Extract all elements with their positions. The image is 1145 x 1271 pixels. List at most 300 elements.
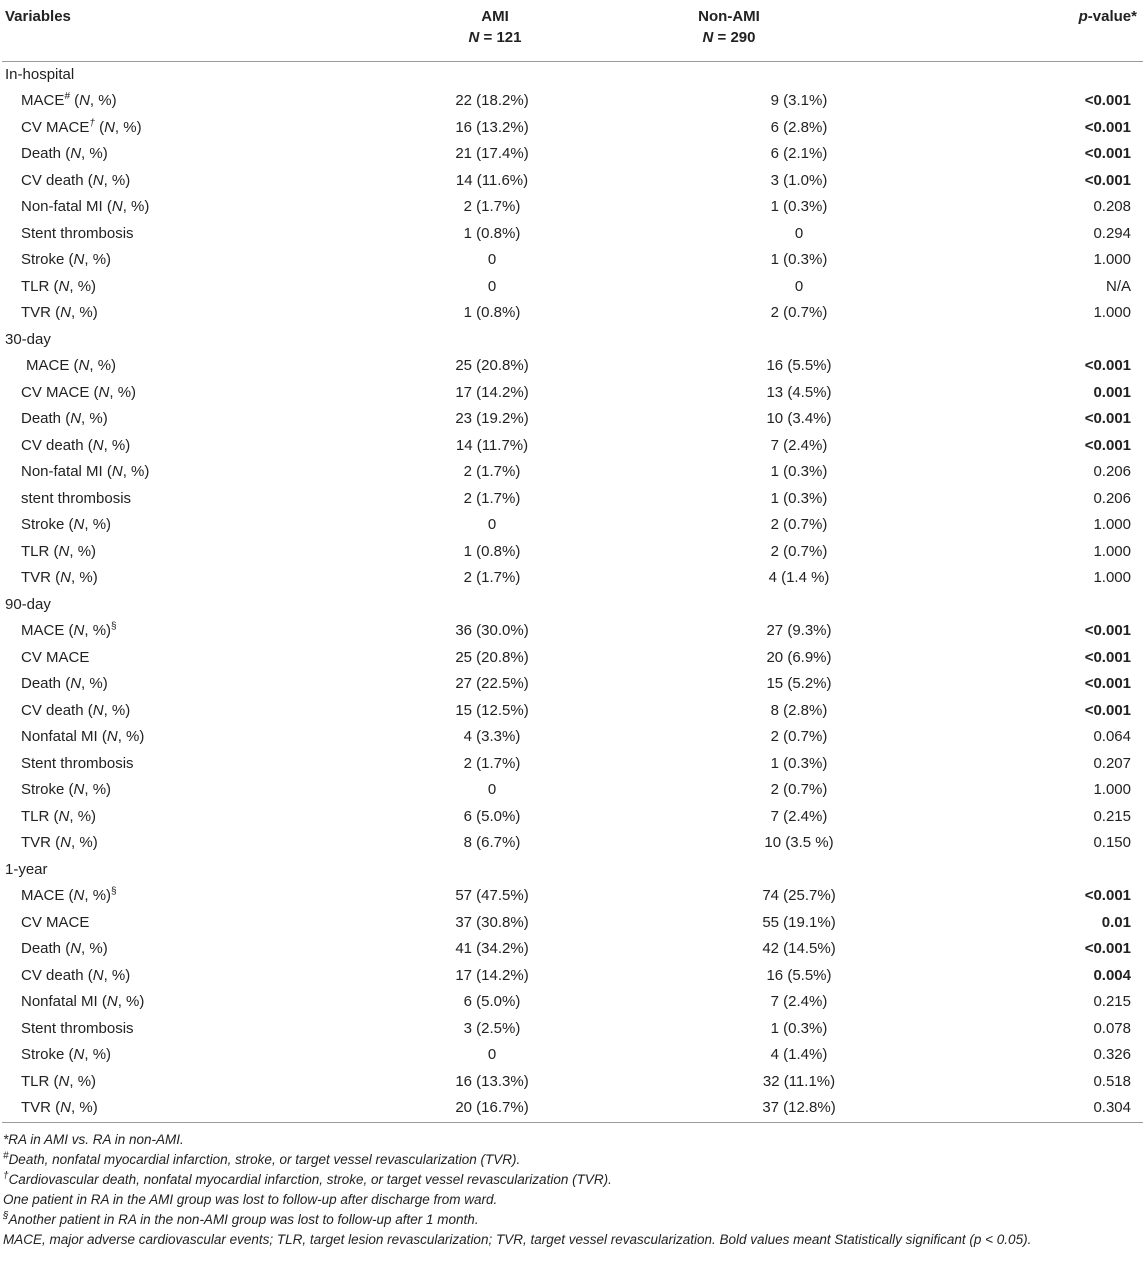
section-title: 90-day — [5, 595, 51, 613]
pvalue-cell: 0.206 — [1093, 463, 1131, 480]
variable-label: TLR — [21, 807, 50, 825]
variable-unit: (N, %) — [89, 383, 137, 401]
ami-cell — [302, 141, 572, 168]
variable-unit: (N, %) — [49, 1072, 97, 1090]
non-ami-cell — [572, 88, 942, 115]
non-ami-cell — [572, 353, 942, 380]
header-non-ami-n: N = 290 — [702, 29, 756, 46]
non-ami-value: 3 (1.0%) — [770, 171, 828, 189]
non-ami-cell — [572, 671, 942, 698]
non-ami-value: 1 (0.3%) — [770, 1019, 828, 1037]
variable-unit: (N, %) — [94, 118, 142, 136]
non-ami-cell — [572, 512, 942, 539]
table-row — [2, 115, 1143, 142]
ami-cell — [302, 168, 572, 195]
ami-cell — [302, 1016, 572, 1043]
variable-label: CV death — [21, 171, 84, 189]
non-ami-value: 42 (14.5%) — [762, 940, 836, 957]
variable-unit: (N, %) — [97, 993, 145, 1010]
non-ami-value: 2 (0.7%) — [770, 781, 828, 798]
table-row — [2, 883, 1143, 910]
table-row — [2, 1016, 1143, 1043]
table-row — [2, 565, 1143, 592]
variable-cell — [2, 1069, 302, 1096]
variable-label: MACE — [21, 622, 65, 639]
ami-value: 1 (0.8%) — [463, 224, 521, 242]
variable-cell — [2, 247, 302, 274]
variable-label: CV death — [21, 436, 84, 454]
variable-label: Stroke — [21, 1046, 65, 1063]
variable-cell — [2, 168, 302, 195]
non-ami-cell — [572, 883, 942, 910]
variable-cell — [2, 698, 302, 725]
variable-unit: (N, %) — [83, 436, 131, 454]
non-ami-cell — [572, 910, 942, 937]
ami-cell — [302, 486, 572, 513]
variable-label: stent thrombosis — [21, 489, 132, 507]
ami-cell — [302, 671, 572, 698]
variable-cell — [2, 406, 302, 433]
variable-cell — [2, 194, 302, 221]
table-row — [2, 698, 1143, 725]
table-row — [2, 221, 1143, 248]
variable-unit: (N, %) — [69, 92, 117, 109]
table-row — [2, 910, 1143, 937]
variable-footnote-mark: † — [89, 117, 95, 129]
variable-unit: (N, %) — [83, 701, 131, 719]
footnote-text: Another patient in RA in the non-AMI group was lost to follow-up after 1 month. — [8, 1211, 479, 1227]
pvalue-cell: 0.004 — [1093, 966, 1131, 984]
table-row — [2, 539, 1143, 566]
variable-label: Stent thrombosis — [21, 1019, 134, 1037]
non-ami-value: 8 (2.8%) — [770, 701, 828, 719]
ami-value: 17 (14.2%) — [455, 383, 529, 401]
ami-value: 3 (2.5%) — [463, 1019, 521, 1037]
table-row — [2, 486, 1143, 513]
ami-value: 1 (0.8%) — [463, 542, 521, 560]
variable-cell — [2, 1042, 302, 1069]
ami-value: 2 (1.7%) — [463, 754, 521, 772]
ami-value: 22 (18.2%) — [455, 92, 529, 109]
table-row — [2, 645, 1143, 672]
ami-cell — [302, 353, 572, 380]
variable-cell — [2, 486, 302, 513]
variable-label: TLR — [21, 277, 50, 295]
non-ami-value: 1 (0.3%) — [770, 463, 828, 480]
section-title: 1-year — [5, 860, 48, 878]
footnote-mark: † — [3, 1170, 9, 1181]
pvalue-cell: <0.001 — [1084, 675, 1131, 692]
section-title: In-hospital — [5, 65, 75, 83]
pvalue-cell: 0.001 — [1093, 383, 1131, 401]
footnote-text: One patient in RA in the AMI group was lost to follow-up after discharge from ward. — [3, 1191, 498, 1207]
table-row — [2, 353, 1143, 380]
pvalue-cell: <0.001 — [1084, 92, 1131, 109]
variable-cell — [2, 115, 302, 142]
variable-cell — [2, 433, 302, 460]
pvalue-cell: 1.000 — [1093, 542, 1131, 560]
table-row — [2, 141, 1143, 168]
variable-unit: (N, %) — [64, 887, 112, 904]
non-ami-cell — [572, 300, 942, 327]
footnote-line — [3, 1190, 1145, 1210]
pvalue-cell: <0.001 — [1084, 357, 1131, 374]
ami-value: 4 (3.3%) — [463, 728, 521, 745]
variable-cell — [2, 300, 302, 327]
section-title: 30-day — [5, 330, 51, 348]
non-ami-cell — [572, 1042, 942, 1069]
variable-label: Non-fatal MI — [21, 463, 103, 480]
ami-value: 0 — [487, 277, 497, 295]
variable-label: Stroke — [21, 781, 65, 798]
variable-unit: (N, %) — [64, 251, 112, 268]
non-ami-value: 6 (2.1%) — [770, 145, 828, 162]
ami-value: 25 (20.8%) — [455, 648, 529, 666]
variable-unit: (N, %) — [49, 277, 97, 295]
variable-label: TVR — [21, 304, 51, 321]
variable-label: CV MACE — [21, 383, 90, 401]
pvalue-cell: 0.326 — [1093, 1046, 1131, 1063]
pvalue-cell: <0.001 — [1084, 410, 1131, 427]
non-ami-cell — [572, 645, 942, 672]
pvalue-cell: <0.001 — [1084, 940, 1131, 957]
pvalue-cell: 0.518 — [1093, 1072, 1131, 1090]
variable-cell — [2, 618, 302, 645]
non-ami-cell — [572, 777, 942, 804]
table-header-row — [2, 0, 1143, 61]
ami-value: 21 (17.4%) — [455, 145, 529, 162]
variable-label: Death — [21, 410, 62, 427]
variable-cell — [2, 565, 302, 592]
table-row — [2, 724, 1143, 751]
footnote-text: Cardiovascular death, nonfatal myocardial infarction, stroke, or target vessel revascularization (TVR). — [8, 1171, 612, 1187]
non-ami-cell — [572, 221, 942, 248]
section-row — [2, 61, 1143, 88]
variable-cell — [2, 88, 302, 115]
variable-unit: (N, %) — [83, 171, 131, 189]
pvalue-cell: 0.078 — [1093, 1019, 1131, 1037]
pvalue-cell: <0.001 — [1084, 622, 1131, 639]
ami-cell — [302, 433, 572, 460]
ami-value: 1 (0.8%) — [463, 304, 521, 321]
variable-label: Stent thrombosis — [21, 754, 134, 772]
footnote-line — [3, 1150, 1145, 1170]
pvalue-cell: <0.001 — [1084, 887, 1131, 904]
variable-label: CV MACE — [21, 118, 90, 136]
pvalue-cell: <0.001 — [1084, 701, 1131, 719]
footnote-text: MACE, major adverse cardiovascular events; TLR, target lesion revascularization; TVR, target vessel revascularization. Bold values meant Statistically significant (p < 0.05). — [3, 1231, 1032, 1247]
non-ami-value: 1 (0.3%) — [770, 251, 828, 268]
variable-cell — [2, 724, 302, 751]
non-ami-value: 16 (5.5%) — [766, 357, 832, 374]
non-ami-cell — [572, 724, 942, 751]
variable-cell — [2, 936, 302, 963]
pvalue-cell: 1.000 — [1093, 569, 1131, 586]
variable-unit: (N, %) — [61, 410, 108, 427]
variable-unit: (N, %) — [61, 675, 108, 692]
non-ami-cell — [572, 698, 942, 725]
footnote-text: *RA in AMI vs. RA in non-AMI. — [3, 1131, 184, 1147]
header-ami-label: AMI — [481, 8, 509, 25]
ami-cell — [302, 247, 572, 274]
pvalue-cell: 0.207 — [1093, 754, 1131, 772]
non-ami-value: 15 (5.2%) — [766, 675, 832, 692]
variable-label: TVR — [21, 834, 51, 851]
non-ami-value: 20 (6.9%) — [766, 648, 832, 666]
footnote-line — [3, 1210, 1145, 1230]
pvalue-cell: N/A — [1105, 277, 1131, 295]
pvalue-cell: 0.064 — [1093, 728, 1131, 745]
variable-cell — [2, 539, 302, 566]
footnote-line — [3, 1170, 1145, 1190]
pvalue-cell: 0.304 — [942, 1095, 1143, 1122]
non-ami-cell — [572, 963, 942, 990]
ami-cell — [302, 300, 572, 327]
ami-cell — [302, 804, 572, 831]
ami-value: 25 (20.8%) — [455, 357, 529, 374]
variable-cell — [2, 830, 302, 857]
variable-label: CV death — [21, 966, 84, 984]
table-row — [2, 459, 1143, 486]
ami-value: 0 — [487, 1046, 497, 1063]
non-ami-cell — [572, 406, 942, 433]
non-ami-cell — [572, 804, 942, 831]
non-ami-cell — [572, 274, 942, 301]
ami-cell — [302, 989, 572, 1016]
ami-value: 14 (11.6%) — [455, 171, 529, 189]
header-ami — [302, 0, 572, 61]
footnote-line — [3, 1130, 1145, 1150]
variable-unit: (N, %) — [51, 834, 98, 851]
table-row — [2, 1069, 1143, 1096]
pvalue-cell: <0.001 — [1084, 436, 1131, 454]
table-row — [2, 300, 1143, 327]
ami-value: 16 (13.3%) — [455, 1072, 529, 1090]
section-row — [2, 592, 1143, 619]
table-row — [2, 830, 1143, 857]
variable-cell — [2, 1016, 302, 1043]
non-ami-value: 10 (3.5 %) — [764, 834, 834, 851]
non-ami-value: 55 (19.1%) — [762, 913, 836, 931]
table-row — [2, 804, 1143, 831]
header-variables: Variables — [2, 0, 302, 61]
ami-cell — [302, 1042, 572, 1069]
non-ami-cell — [572, 115, 942, 142]
variable-unit: (N, %) — [61, 940, 108, 957]
variable-cell — [2, 1095, 302, 1122]
variable-unit: (N, %) — [64, 781, 112, 798]
ami-value: 15 (12.5%) — [455, 701, 529, 719]
variable-label: CV death — [21, 701, 84, 719]
non-ami-cell — [572, 936, 942, 963]
variable-label: TVR — [21, 569, 51, 586]
variable-unit: (N, %) — [69, 357, 117, 374]
pvalue-cell: <0.001 — [1084, 171, 1131, 189]
ami-cell — [302, 883, 572, 910]
ami-value: 20 (16.7%) — [455, 1099, 529, 1116]
ami-cell — [302, 194, 572, 221]
header-non-ami-label: Non-AMI — [698, 8, 760, 25]
variable-footnote-mark: § — [111, 621, 117, 632]
pvalue-cell: 0.01 — [1101, 913, 1131, 931]
ami-cell — [302, 459, 572, 486]
variable-unit: (N, %) — [64, 622, 112, 639]
non-ami-value: 27 (9.3%) — [766, 622, 832, 639]
ami-value: 0 — [487, 516, 497, 533]
ami-value: 0 — [487, 251, 497, 268]
table-row — [2, 194, 1143, 221]
ami-cell — [302, 936, 572, 963]
non-ami-cell — [572, 989, 942, 1016]
variable-label: Stroke — [21, 251, 65, 268]
pvalue-cell: 0.215 — [1093, 807, 1131, 825]
non-ami-cell — [572, 141, 942, 168]
table-row — [2, 512, 1143, 539]
variable-label: Nonfatal MI — [21, 993, 98, 1010]
non-ami-cell — [572, 1095, 942, 1122]
pvalue-cell: <0.001 — [1084, 648, 1131, 666]
pvalue-cell: 1.000 — [1093, 516, 1131, 533]
ami-cell — [302, 88, 572, 115]
table-row — [2, 1042, 1143, 1069]
pvalue-cell: <0.001 — [1084, 118, 1131, 136]
variable-cell — [2, 353, 302, 380]
header-ami-n: N = 121 — [468, 29, 522, 46]
non-ami-cell — [572, 1069, 942, 1096]
variable-label: TLR — [21, 542, 50, 560]
non-ami-value: 1 (0.3%) — [770, 754, 828, 772]
table-row — [2, 751, 1143, 778]
variable-unit: (N, %) — [64, 516, 112, 533]
ami-cell — [302, 539, 572, 566]
table-row — [2, 406, 1143, 433]
ami-cell — [302, 618, 572, 645]
variable-footnote-mark: # — [64, 91, 70, 102]
table-row — [2, 936, 1143, 963]
variable-unit: (N, %) — [51, 569, 98, 586]
pvalue-cell: 1.000 — [1093, 781, 1131, 798]
variable-label: Death — [21, 940, 62, 957]
pvalue-cell: 0.215 — [1093, 993, 1131, 1010]
variable-unit: (N, %) — [49, 807, 97, 825]
non-ami-value: 1 (0.3%) — [770, 198, 828, 215]
table-body — [2, 61, 1143, 1122]
non-ami-cell — [572, 539, 942, 566]
variable-label: MACE — [26, 357, 70, 374]
ami-cell — [302, 274, 572, 301]
non-ami-value: 7 (2.4%) — [770, 436, 828, 454]
table-row — [2, 88, 1143, 115]
ami-cell — [302, 406, 572, 433]
ami-cell — [302, 777, 572, 804]
non-ami-cell — [572, 433, 942, 460]
non-ami-value: 7 (2.4%) — [770, 807, 828, 825]
table-row — [2, 168, 1143, 195]
ami-value: 8 (6.7%) — [463, 834, 521, 851]
table-row — [2, 671, 1143, 698]
ami-cell — [302, 910, 572, 937]
pvalue-cell: 0.208 — [1093, 198, 1131, 215]
non-ami-cell — [572, 459, 942, 486]
outcomes-table — [2, 0, 1143, 1123]
non-ami-value: 16 (5.5%) — [766, 966, 832, 984]
ami-value: 0 — [487, 781, 497, 798]
non-ami-cell — [572, 618, 942, 645]
variable-label: Stent thrombosis — [21, 224, 134, 242]
ami-cell — [302, 963, 572, 990]
ami-value: 2 (1.7%) — [463, 569, 521, 586]
ami-cell — [302, 380, 572, 407]
ami-value: 27 (22.5%) — [455, 675, 529, 692]
ami-value: 16 (13.2%) — [455, 118, 529, 136]
non-ami-value: 6 (2.8%) — [770, 118, 828, 136]
variable-footnote-mark: § — [111, 886, 117, 897]
ami-value: 6 (5.0%) — [463, 993, 521, 1010]
variable-label: CV MACE — [21, 913, 90, 931]
pvalue-cell: 0.150 — [1093, 834, 1131, 851]
footnote-mark: # — [3, 1150, 9, 1161]
pvalue-cell: 1.000 — [1093, 251, 1131, 268]
ami-value: 14 (11.7%) — [455, 436, 529, 454]
non-ami-value: 1 (0.3%) — [770, 489, 828, 507]
variable-unit: (N, %) — [102, 198, 150, 215]
variable-label: Non-fatal MI — [21, 198, 103, 215]
ami-value: 37 (30.8%) — [455, 913, 529, 931]
non-ami-value: 9 (3.1%) — [770, 92, 828, 109]
ami-cell — [302, 751, 572, 778]
ami-cell — [302, 1095, 572, 1122]
ami-value: 36 (30.0%) — [455, 622, 529, 639]
variable-label: Death — [21, 145, 62, 162]
ami-cell — [302, 645, 572, 672]
non-ami-value: 32 (11.1%) — [762, 1072, 836, 1090]
variable-unit: (N, %) — [51, 304, 98, 321]
table-row — [2, 274, 1143, 301]
non-ami-cell — [572, 830, 942, 857]
section-row — [2, 857, 1143, 884]
table-row — [2, 380, 1143, 407]
footnote-mark: § — [3, 1210, 9, 1221]
non-ami-cell — [572, 486, 942, 513]
header-non-ami — [572, 0, 942, 61]
table-row — [2, 777, 1143, 804]
non-ami-value: 10 (3.4%) — [766, 410, 832, 427]
table-row — [2, 618, 1143, 645]
ami-value: 2 (1.7%) — [463, 198, 521, 215]
non-ami-value: 13 (4.5%) — [766, 383, 832, 401]
variable-label: CV MACE — [21, 648, 90, 666]
table-row — [2, 989, 1143, 1016]
non-ami-cell — [572, 751, 942, 778]
variable-cell — [2, 141, 302, 168]
variable-unit: (N, %) — [61, 145, 108, 162]
variable-unit: (N, %) — [49, 542, 97, 560]
non-ami-value: 37 (12.8%) — [762, 1099, 836, 1116]
ami-cell — [302, 565, 572, 592]
ami-value: 57 (47.5%) — [455, 887, 529, 904]
non-ami-cell — [572, 380, 942, 407]
pvalue-cell: 1.000 — [1093, 304, 1131, 321]
non-ami-value: 2 (0.7%) — [770, 542, 828, 560]
non-ami-value: 2 (0.7%) — [770, 304, 828, 321]
variable-label: TVR — [21, 1099, 51, 1116]
non-ami-value: 4 (1.4 %) — [768, 569, 830, 586]
variable-cell — [2, 459, 302, 486]
ami-value: 17 (14.2%) — [455, 966, 529, 984]
variable-cell — [2, 777, 302, 804]
variable-cell — [2, 963, 302, 990]
section-row — [2, 327, 1143, 354]
